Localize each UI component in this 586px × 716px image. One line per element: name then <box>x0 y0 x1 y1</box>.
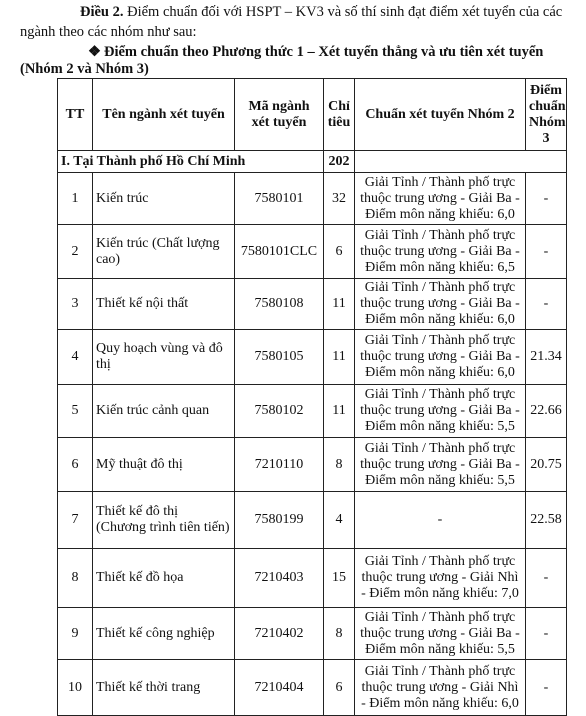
cell-tt: 8 <box>58 549 93 608</box>
cell-quota: 11 <box>324 279 355 330</box>
cell-code: 7210404 <box>235 660 324 716</box>
table-row <box>58 330 567 385</box>
cell-quota: 4 <box>324 492 355 549</box>
header-name: Tên ngành xét tuyển <box>93 79 235 151</box>
cell-name: Quy hoạch vùng và đô thị <box>93 330 235 385</box>
cell-group2: Giải Tỉnh / Thành phố trực thuộc trung ương - Giải Ba - Điểm môn năng khiếu: 6,0 <box>355 330 526 385</box>
cell-group3: 20.75 <box>526 438 567 492</box>
cell-group3: - <box>526 225 567 279</box>
cell-tt: 1 <box>58 173 93 225</box>
table-row <box>58 549 567 608</box>
section-label: I. Tại Thành phố Hồ Chí Minh <box>58 151 324 173</box>
cell-quota: 6 <box>324 225 355 279</box>
cell-group2: Giải Tỉnh / Thành phố trực thuộc trung ương - Giải Nhì - Điểm môn năng khiếu: 7,0 <box>355 549 526 608</box>
cell-group2: Giải Tỉnh / Thành phố trực thuộc trung ương - Giải Ba - Điểm môn năng khiếu: 5,5 <box>355 438 526 492</box>
header-tt: TT <box>58 79 93 151</box>
intro-paragraph <box>20 2 580 42</box>
section-heading <box>20 44 580 78</box>
cell-tt: 6 <box>58 438 93 492</box>
cell-tt: 10 <box>58 660 93 716</box>
cell-group3: 22.58 <box>526 492 567 549</box>
cell-name: Thiết kế đồ họa <box>93 549 235 608</box>
cell-quota: 15 <box>324 549 355 608</box>
table-row <box>58 660 567 716</box>
cell-group2: Giải Tỉnh / Thành phố trực thuộc trung ương - Giải Ba - Điểm môn năng khiếu: 6,5 <box>355 225 526 279</box>
cell-quota: 11 <box>324 385 355 438</box>
cell-name: Thiết kế công nghiệp <box>93 608 235 660</box>
cell-quota: 11 <box>324 330 355 385</box>
cell-code: 7210403 <box>235 549 324 608</box>
cell-tt: 3 <box>58 279 93 330</box>
header-group3: Điểm chuẩn Nhóm 3 <box>526 79 567 151</box>
table-row <box>58 438 567 492</box>
table-row <box>58 279 567 330</box>
cell-group3: - <box>526 608 567 660</box>
cell-code: 7580105 <box>235 330 324 385</box>
cell-code: 7580101CLC <box>235 225 324 279</box>
section-quota: 202 <box>324 151 355 173</box>
table-header-row <box>58 79 567 151</box>
intro-text: Điểm chuẩn đối với HSPT – KV3 và số thí sinh đạt điểm xét tuyển của các ngành theo các nhóm như sau: <box>20 4 563 40</box>
cell-group2: Giải Tỉnh / Thành phố trực thuộc trung ương - Giải Ba - Điểm môn năng khiếu: 5,5 <box>355 385 526 438</box>
cell-code: 7210402 <box>235 608 324 660</box>
cell-name: Mỹ thuật đô thị <box>93 438 235 492</box>
table-row <box>58 385 567 438</box>
section-row <box>58 151 567 173</box>
cell-group2: Giải Tỉnh / Thành phố trực thuộc trung ương - Giải Ba - Điểm môn năng khiếu: 6,0 <box>355 173 526 225</box>
cell-name: Thiết kế thời trang <box>93 660 235 716</box>
cell-group2: - <box>355 492 526 549</box>
cell-code: 7580108 <box>235 279 324 330</box>
cell-group2: Giải Tỉnh / Thành phố trực thuộc trung ương - Giải Nhì - Điểm môn năng khiếu: 6,0 <box>355 660 526 716</box>
header-code: Mã ngành xét tuyển <box>235 79 324 151</box>
table-row <box>58 173 567 225</box>
cell-quota: 8 <box>324 608 355 660</box>
header-quota: Chỉ tiêu <box>324 79 355 151</box>
table-row <box>58 608 567 660</box>
cell-name: Thiết kế nội thất <box>93 279 235 330</box>
cell-name: Kiến trúc (Chất lượng cao) <box>93 225 235 279</box>
table-row <box>58 492 567 549</box>
cell-group3: 22.66 <box>526 385 567 438</box>
cell-name: Kiến trúc <box>93 173 235 225</box>
cell-name: Kiến trúc cảnh quan <box>93 385 235 438</box>
cell-tt: 9 <box>58 608 93 660</box>
cell-name: Thiết kế đô thị (Chương trình tiên tiến) <box>93 492 235 549</box>
cell-code: 7580101 <box>235 173 324 225</box>
diamond-bullet-icon: ❖ <box>88 44 101 60</box>
cell-group3: 21.34 <box>526 330 567 385</box>
cell-tt: 7 <box>58 492 93 549</box>
cell-group2: Giải Tỉnh / Thành phố trực thuộc trung ương - Giải Ba - Điểm môn năng khiếu: 6,0 <box>355 279 526 330</box>
cell-tt: 2 <box>58 225 93 279</box>
cell-code: 7210110 <box>235 438 324 492</box>
cell-group3: - <box>526 660 567 716</box>
cell-quota: 8 <box>324 438 355 492</box>
cell-group3: - <box>526 279 567 330</box>
cell-group3: - <box>526 173 567 225</box>
heading-text: Điểm chuẩn theo Phương thức 1 – Xét tuyển thẳng và ưu tiên xét tuyển (Nhóm 2 và Nhóm 3) <box>20 44 544 77</box>
intro-label: Điều 2. <box>80 4 124 20</box>
cell-code: 7580102 <box>235 385 324 438</box>
section-empty <box>355 151 567 173</box>
cell-code: 7580199 <box>235 492 324 549</box>
cell-quota: 6 <box>324 660 355 716</box>
table-row <box>58 225 567 279</box>
admission-table <box>57 78 567 716</box>
cell-quota: 32 <box>324 173 355 225</box>
cell-group3: - <box>526 549 567 608</box>
cell-tt: 5 <box>58 385 93 438</box>
cell-tt: 4 <box>58 330 93 385</box>
header-group2: Chuẩn xét tuyển Nhóm 2 <box>355 79 526 151</box>
cell-group2: Giải Tỉnh / Thành phố trực thuộc trung ương - Giải Ba - Điểm môn năng khiếu: 5,5 <box>355 608 526 660</box>
